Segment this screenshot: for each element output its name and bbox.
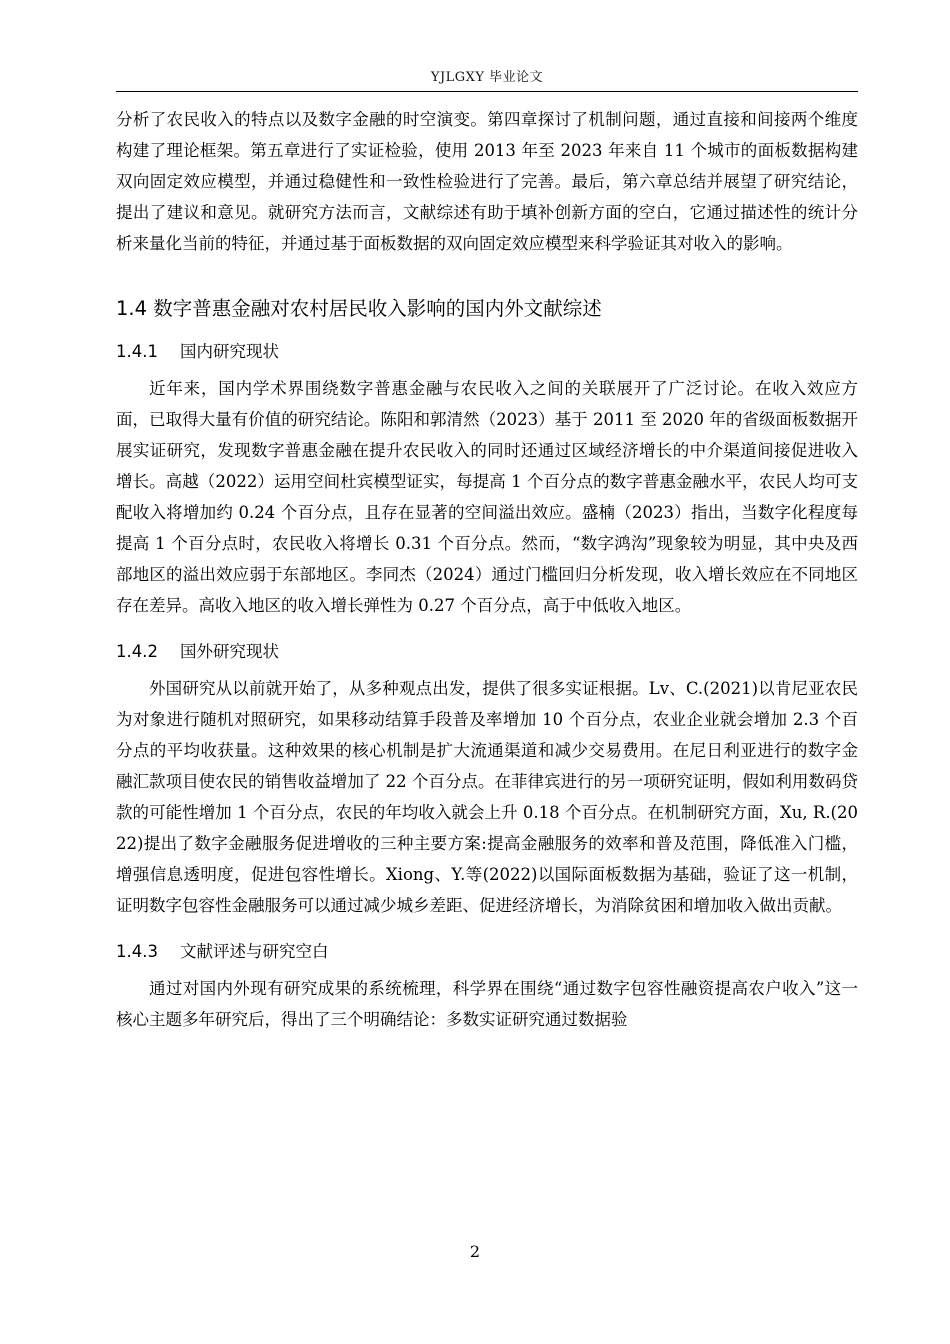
subsection-title: 国外研究现状: [180, 642, 279, 661]
subsection-title: 国内研究现状: [180, 342, 279, 361]
subsection-heading-1-4-3: [116, 939, 858, 965]
subsection-heading-1-4-1: [116, 339, 858, 365]
running-header: YJLGXY 毕业论文: [430, 70, 544, 85]
page-body: [116, 104, 858, 1035]
foreign-research-paragraph: 外国研究从以前就开始了，从多种观点出发，提供了很多实证根据。Lv、C.(2021)以肯尼亚农民为对象进行随机对照研究，如果移动结算手段普及率增加 10 个百分点，农业企业就会增加 2.3 个百分点的平均收获量。这种效果的核心机制是扩大流通渠道和减少交易费用。在尼日利亚进行的数字金融汇款项目使农民的销售收益增加了 22 个百分点。在菲律宾进行的另一项研究证明，假如利用数码贷款的可能性增加 1 个百分点，农民的年均收入就会上升 0.18 个百分点。在机制研究方面，Xu, R.(2022)提出了数字金融服务促进增收的三种主要方案:提高金融服务的效率和普及范围，降低准入门槛，增强信息透明度，促进包容性增长。Xiong、Y.等(2022)以国际面板数据为基础，验证了这一机制，证明数字包容性金融服务可以通过减少城乡差距、促进经济增长，为消除贫困和增加收入做出贡献。: [116, 679, 858, 915]
subsection-number: 1.4.1: [116, 342, 158, 361]
literature-review-paragraph: 通过对国内外现有研究成果的系统梳理，科学界在围绕“通过数字包容性融资提高农户收入”这一核心主题多年研究后，得出了三个明确结论：多数实证研究通过数据验: [116, 979, 858, 1029]
domestic-research-paragraph: 近年来，国内学术界围绕数字普惠金融与农民收入之间的关联展开了广泛讨论。在收入效应方面，已取得大量有价值的研究结论。陈阳和郭清然（2023）基于 2011 至 2020 年的省级面板数据开展实证研究，发现数字普惠金融在提升农民收入的同时还通过区域经济增长的中介渠道间接促进收入增长。高越（2022）运用空间杜宾模型证实，每提高 1 个百分点的数字普惠金融水平，农民人均可支配收入将增加约 0.24 个百分点，且存在显著的空间溢出效应。盛楠（2023）指出，当数字化程度每提高 1 个百分点时，农民收入将增长 0.31 个百分点。然而，“数字鸿沟”现象较为明显，其中央及西部地区的溢出效应弱于东部地区。李同杰（2024）通过门槛回归分析发现，收入增长效应在不同地区存在差异。高收入地区的收入增长弹性为 0.27 个百分点，高于中低收入地区。: [116, 379, 858, 615]
header-rule: [116, 91, 858, 92]
subsection-number: 1.4.2: [116, 642, 158, 661]
section-title: 1.4 数字普惠金融对农村居民收入影响的国内外文献综述: [116, 297, 602, 320]
subsection-heading-1-4-2: [116, 639, 858, 665]
subsection-title: 文献评述与研究空白: [180, 942, 329, 961]
page-number: 2: [469, 1242, 481, 1261]
subsection-number: 1.4.3: [116, 942, 158, 961]
intro-paragraph: 分析了农民收入的特点以及数字金融的时空演变。第四章探讨了机制问题，通过直接和间接两个维度构建了理论框架。第五章进行了实证检验，使用 2013 年至 2023 年来自 11 个城市的面板数据构建双向固定效应模型，并通过稳健性和一致性检验进行了完善。最后，第六章总结并展望了研究结论，提出了建议和意见。就研究方法而言，文献综述有助于填补创新方面的空白，它通过描述性的统计分析来量化当前的特征，并通过基于面板数据的双向固定效应模型来科学验证其对收入的影响。: [116, 110, 858, 253]
